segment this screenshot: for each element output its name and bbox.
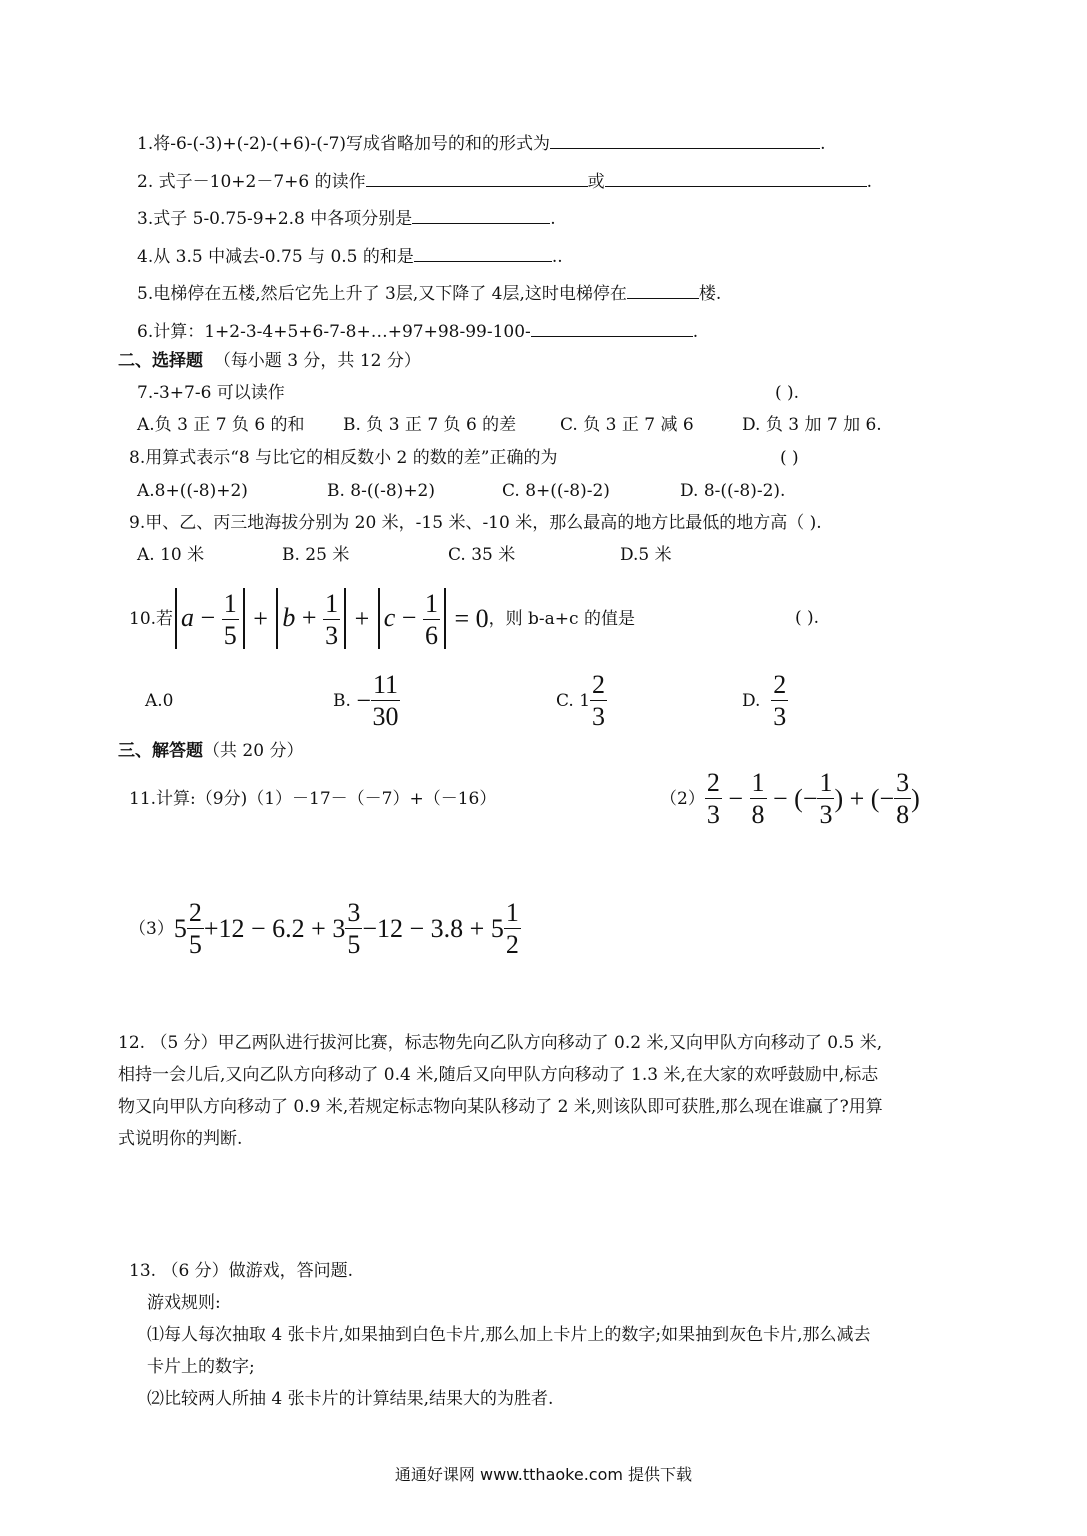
q7-option-b: B. 负 3 正 7 负 6 的差 (343, 415, 517, 435)
abs-term-c: c − $\frac{1}{6}$ (378, 588, 446, 649)
section-2-heading: 二、选择题 （每小题 3 分，共 12 分） (118, 351, 421, 371)
question-12-line-3: 物又向甲队方向移动了 0.9 米,若规定标志物向某队移动了 2 米,则该队即可获胜,那么现在谁赢了?用算 (118, 1097, 883, 1117)
question-10-stem: 10.若 a − $\frac{1}{5}$ + b + $\frac{1}{3}$ + c − $\frac{1}{6}$ = 0 ，则 b-a+c 的值是 (129, 589, 635, 651)
answer-blank[interactable] (550, 132, 820, 149)
abs-term-a: a − $\frac{1}{5}$ (175, 588, 245, 649)
question-7-paren: ( ). (775, 383, 800, 403)
q8-option-d: D. 8-((-8)-2). (680, 481, 786, 501)
question-13-line-4: 卡片上的数字; (147, 1357, 255, 1377)
q10-option-c: C. 1 $\frac{2}{3}$ (556, 670, 606, 731)
answer-blank[interactable] (605, 170, 867, 187)
answer-blank[interactable] (627, 282, 699, 299)
answer-blank[interactable] (412, 207, 550, 224)
question-2: 2. 式子－10+2－7+6 的读作 或 . (137, 172, 873, 192)
question-12-line-2: 相持一会儿后,又向乙队方向移动了 0.4 米,随后又向甲队方向移动了 1.3 米,在大家的欢呼鼓励中,标志 (118, 1065, 879, 1085)
question-4: 4.从 3.5 中减去-0.75 与 0.5 的和是 .. (137, 247, 563, 267)
question-12-line-4: 式说明你的判断. (118, 1129, 243, 1149)
q8-option-c: C. 8+((-8)-2) (502, 481, 610, 501)
question-7-stem: 7.-3+7-6 可以读作 (137, 383, 285, 403)
q7-option-c: C. 负 3 正 7 减 6 (560, 415, 694, 435)
q9-option-c: C. 35 米 (448, 545, 516, 565)
question-11-part-2: （2） $\frac{2}{3}$ − $\frac{1}{8}$ − (− $\frac{1}{3}$ ) + (− $\frac{3}{8}$ ) (660, 768, 920, 829)
q8-option-a: A.8+((-8)+2) (137, 481, 248, 501)
question-12-line-1: 12. （5 分）甲乙两队进行拔河比赛，标志物先向乙队方向移动了 0.2 米,又向甲队方向移动了 0.5 米, (118, 1033, 883, 1053)
q9-option-a: A. 10 米 (137, 545, 205, 565)
abs-term-b: b + $\frac{1}{3}$ (276, 588, 346, 649)
question-11-part-3: （3） 5 $\frac{2}{5}$ +12 − 6.2 + 3 $\frac{3}{5}$ −12 − 3.8 + 5 $\frac{1}{2}$ (129, 898, 519, 959)
q10-option-b: B. − $\frac{11}{30}$ (333, 670, 399, 731)
question-8-paren: ( ) (780, 448, 799, 468)
question-10-paren: ( ). (795, 608, 820, 628)
answer-blank[interactable] (366, 170, 588, 187)
question-13-line-5: ⑵比较两人所抽 4 张卡片的计算结果,结果大的为胜者. (147, 1389, 554, 1409)
answer-blank[interactable] (531, 320, 693, 337)
question-11-part-1: 11.计算:（9分)（1）－17－（－7）+（－16） (129, 789, 497, 809)
question-9-stem: 9.甲、乙、丙三地海拔分别为 20 米，-15 米、-10 米，那么最高的地方比最低的地方高（ ). (129, 513, 822, 533)
q7-option-a: A.负 3 正 7 负 6 的和 (137, 415, 305, 435)
question-1: 1.将-6-(-3)+(-2)-(+6)-(-7)写成省略加号的和的形式为 . (137, 134, 826, 154)
q10-option-d: D. $\frac{2}{3}$ (742, 670, 787, 731)
page-footer: 通通好课网 www.tthaoke.com 提供下载 (394, 1465, 693, 1484)
q10-option-a: A.0 (145, 691, 174, 711)
question-13-line-2: 游戏规则: (147, 1293, 221, 1313)
section-3-heading: 三、解答题（共 20 分） (118, 741, 304, 761)
absolute-value-equation: a − $\frac{1}{5}$ + b + $\frac{1}{3}$ + c − $\frac{1}{6}$ = 0 (173, 588, 489, 649)
question-8-stem: 8.用算式表示“8 与比它的相反数小 2 的数的差”正确的为 (129, 448, 558, 468)
q7-option-d: D. 负 3 加 7 加 6. (742, 415, 882, 435)
question-6: 6.计算：1+2-3-4+5+6-7-8+…+97+98-99-100- . (137, 322, 699, 342)
question-3: 3.式子 5-0.75-9+2.8 中各项分别是 . (137, 209, 556, 229)
question-5: 5.电梯停在五楼,然后它先上升了 3层,又下降了 4层,这时电梯停在 楼. (137, 284, 722, 304)
answer-blank[interactable] (414, 245, 552, 262)
q9-option-d: D.5 米 (620, 545, 672, 565)
q8-option-b: B. 8-((-8)+2) (327, 481, 436, 501)
q9-option-b: B. 25 米 (282, 545, 350, 565)
question-13-line-3: ⑴每人每次抽取 4 张卡片,如果抽到白色卡片,那么加上卡片上的数字;如果抽到灰色卡片,那么减去 (147, 1325, 871, 1345)
question-13-line-1: 13. （6 分）做游戏，答问题. (129, 1261, 354, 1281)
